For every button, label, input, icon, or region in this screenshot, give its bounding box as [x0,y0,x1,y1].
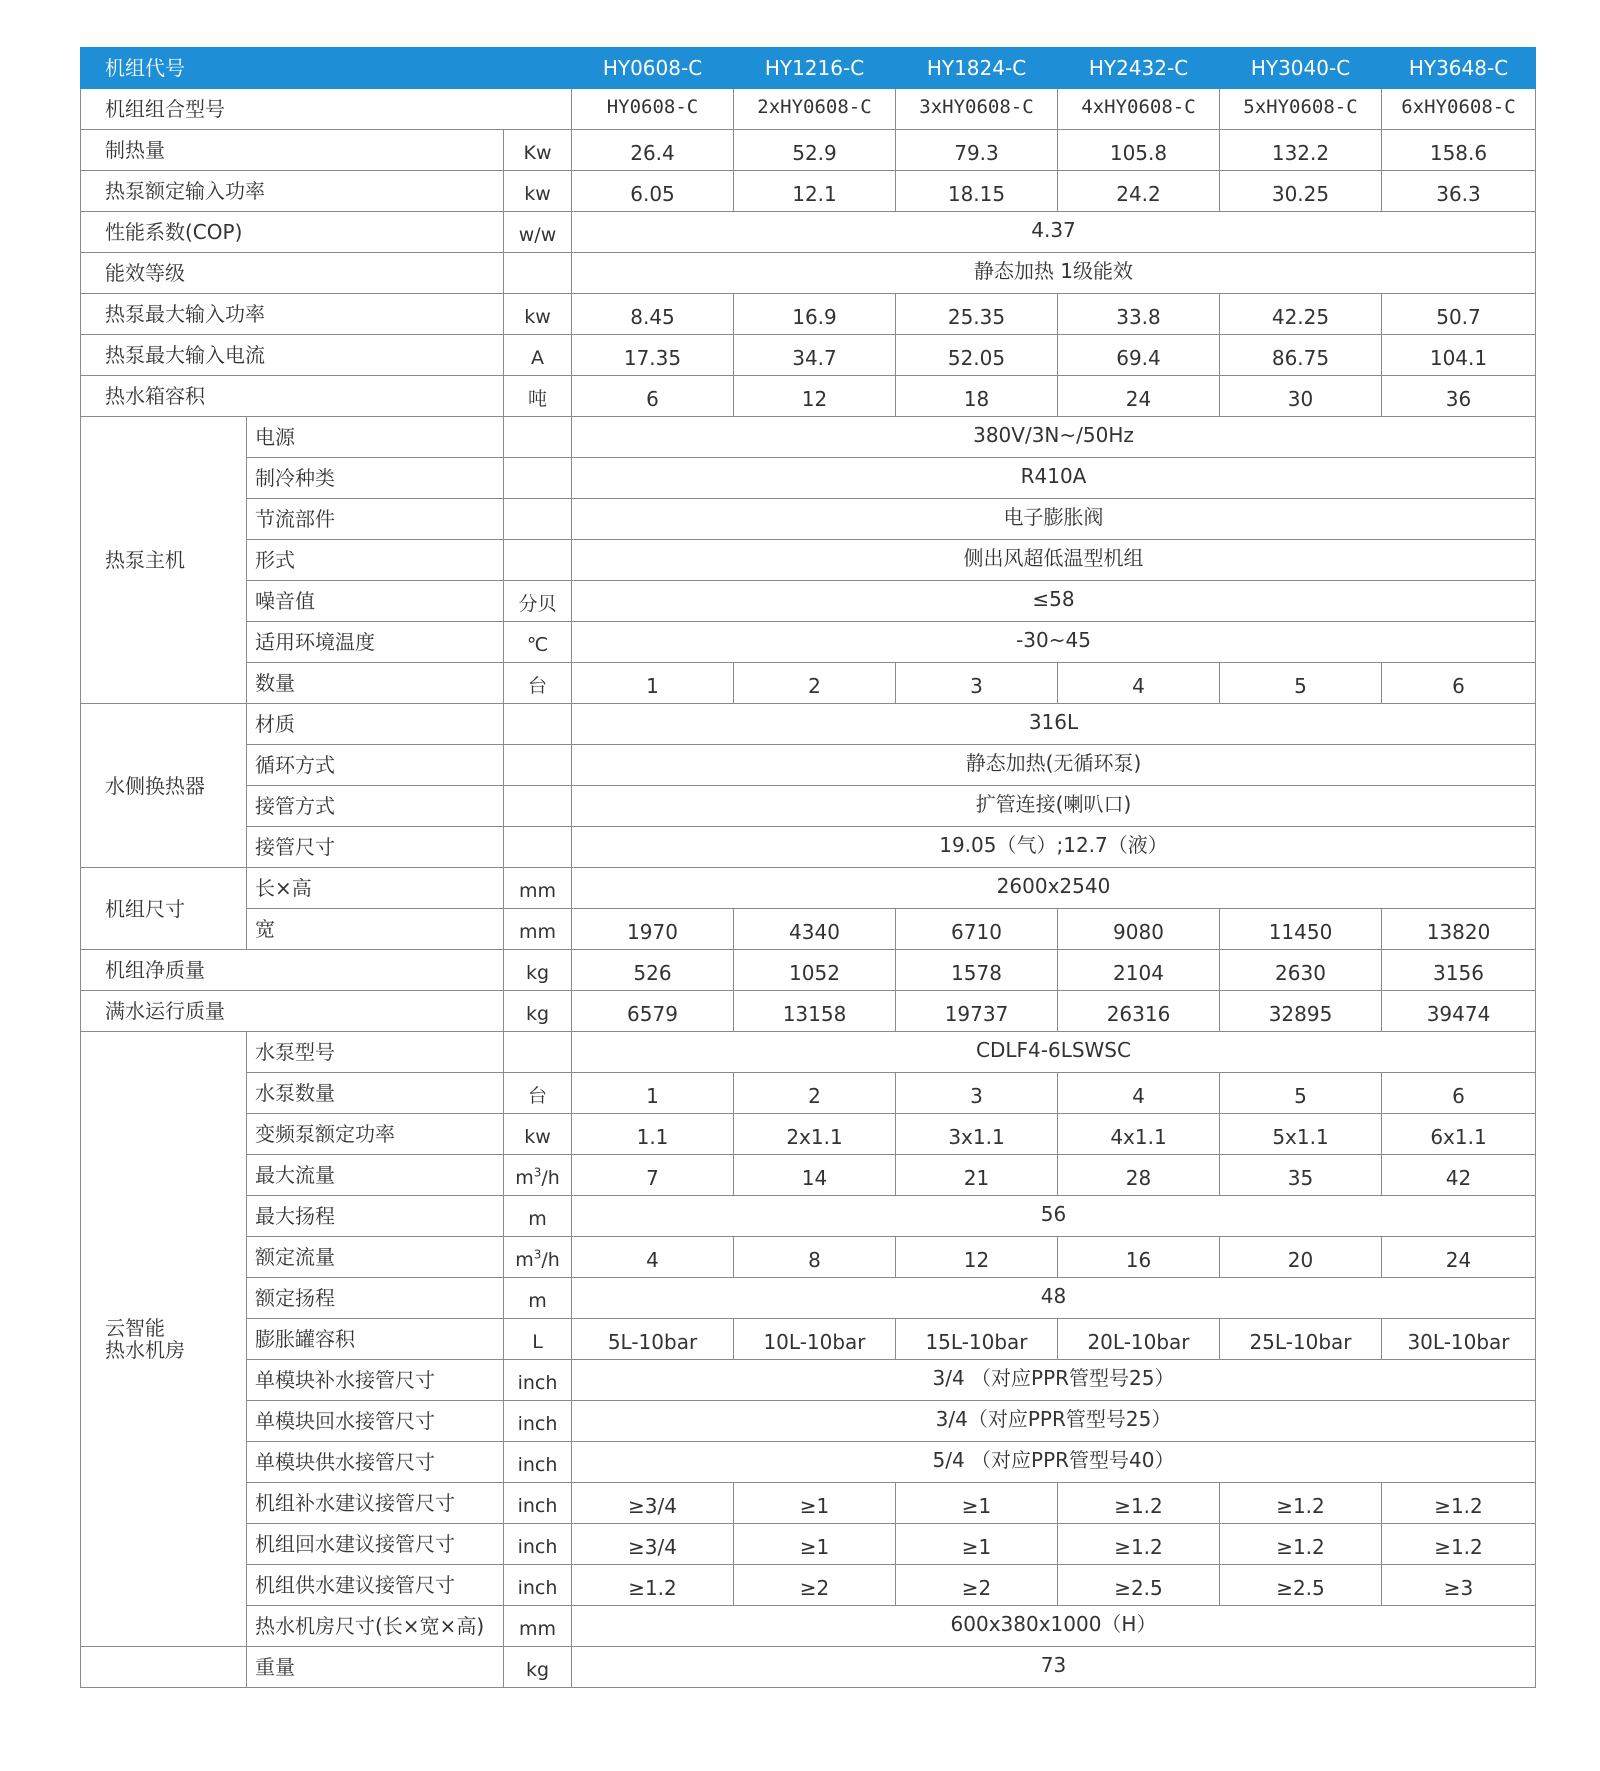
header-label: 机组代号 [81,48,572,89]
value-cell: 9080 [1058,909,1220,950]
spec-row [81,1442,1536,1483]
spec-row [81,1606,1536,1647]
spec-row [81,1360,1536,1401]
value-cell: 69.4 [1058,335,1220,376]
spec-row [81,1401,1536,1442]
value-cell: 25.35 [896,294,1058,335]
value-cell: 6 [1382,1073,1536,1114]
row-label: 机组补水建议接管尺寸 [247,1483,504,1524]
row-label: 热水箱容积 [81,376,504,417]
category-cell [81,868,247,950]
row-label: 单模块供水接管尺寸 [247,1442,504,1483]
model-combo-cell: 5xHY0608-C [1220,89,1382,130]
value-cell: 18 [896,376,1058,417]
unit-cell: 分贝 [504,581,572,622]
unit-cell: m [504,1196,572,1237]
value-cell: 5L-10bar [572,1319,734,1360]
merged-value-cell: 静态加热(无循环泵) [572,745,1536,786]
value-cell: 79.3 [896,130,1058,171]
row-label: 额定扬程 [247,1278,504,1319]
row-label: 性能系数(COP) [81,212,504,253]
spec-row [81,376,1536,417]
row-label: 机组供水建议接管尺寸 [247,1565,504,1606]
spec-row [81,1483,1536,1524]
value-cell: 17.35 [572,335,734,376]
value-cell: ≥1 [896,1524,1058,1565]
merged-value-cell: ≤58 [572,581,1536,622]
value-cell: 4340 [734,909,896,950]
value-cell: 16 [1058,1237,1220,1278]
value-cell: 42 [1382,1155,1536,1196]
model-code-cell: HY2432-C [1058,48,1220,89]
row-label: 膨胀罐容积 [247,1319,504,1360]
value-cell: 3x1.1 [896,1114,1058,1155]
row-label: 热水机房尺寸(长×宽×高) [247,1606,504,1647]
value-cell: ≥3 [1382,1565,1536,1606]
unit-cell [504,417,572,458]
row-label: 电源 [247,417,504,458]
merged-value-cell: 48 [572,1278,1536,1319]
value-cell: 30.25 [1220,171,1382,212]
spec-table-body [81,48,1536,1688]
row-label: 热泵最大输入功率 [81,294,504,335]
value-cell: 2 [734,1073,896,1114]
value-cell: ≥1 [734,1483,896,1524]
spec-row [81,1237,1536,1278]
spec-row [81,171,1536,212]
value-cell: 4 [1058,663,1220,704]
value-cell: 50.7 [1382,294,1536,335]
unit-cell: mm [504,868,572,909]
value-cell: 2104 [1058,950,1220,991]
value-cell: ≥3/4 [572,1483,734,1524]
value-cell: 12 [734,376,896,417]
row-label: 热泵最大输入电流 [81,335,504,376]
value-cell: 12 [896,1237,1058,1278]
spec-row [81,1073,1536,1114]
value-cell: ≥1 [896,1483,1058,1524]
value-cell: 25L-10bar [1220,1319,1382,1360]
value-cell: ≥1.2 [1382,1524,1536,1565]
value-cell: 5x1.1 [1220,1114,1382,1155]
value-cell: ≥2.5 [1058,1565,1220,1606]
unit-cell [504,745,572,786]
spec-row [81,663,1536,704]
merged-value-cell: 5/4 （对应PPR管型号40） [572,1442,1536,1483]
value-cell: 26316 [1058,991,1220,1032]
unit-cell: A [504,335,572,376]
spec-row [81,909,1536,950]
value-cell: ≥2 [734,1565,896,1606]
category-label: 水侧换热器 [105,773,205,798]
unit-cell: inch [504,1401,572,1442]
value-cell: 6x1.1 [1382,1114,1536,1155]
value-cell: ≥1.2 [1058,1524,1220,1565]
model-combo-cell: 2xHY0608-C [734,89,896,130]
unit-cell: 吨 [504,376,572,417]
value-cell: 2x1.1 [734,1114,896,1155]
value-cell: 132.2 [1220,130,1382,171]
spec-row [81,1565,1536,1606]
row-label: 宽 [247,909,504,950]
category-label: 云智能 [105,1316,165,1340]
value-cell: 24 [1058,376,1220,417]
value-cell: 1 [572,663,734,704]
value-cell: 24.2 [1058,171,1220,212]
row-label: 数量 [247,663,504,704]
row-label: 额定流量 [247,1237,504,1278]
value-cell: 21 [896,1155,1058,1196]
merged-value-cell: 静态加热 1级能效 [572,253,1536,294]
value-cell: 1052 [734,950,896,991]
merged-value-cell: 19.05（气）;12.7（液） [572,827,1536,868]
model-row [81,89,1536,130]
category-label: 机组尺寸 [105,896,185,921]
value-cell: ≥2.5 [1220,1565,1382,1606]
value-cell: 526 [572,950,734,991]
value-cell: 30L-10bar [1382,1319,1536,1360]
merged-value-cell: 380V/3N~/50Hz [572,417,1536,458]
spec-row [81,827,1536,868]
row-label: 变频泵额定功率 [247,1114,504,1155]
unit-cell: kw [504,1114,572,1155]
value-cell: 86.75 [1220,335,1382,376]
unit-cell [504,704,572,745]
row-label: 长×高 [247,868,504,909]
value-cell: 12.1 [734,171,896,212]
model-combo-cell: 4xHY0608-C [1058,89,1220,130]
spec-row [81,335,1536,376]
unit-cell: kg [504,991,572,1032]
row-label: 接管方式 [247,786,504,827]
row-label: 机组净质量 [81,950,504,991]
row-label: 单模块补水接管尺寸 [247,1360,504,1401]
spec-row [81,622,1536,663]
value-cell: 2 [734,663,896,704]
value-cell: 42.25 [1220,294,1382,335]
value-cell: 2630 [1220,950,1382,991]
row-label: 最大扬程 [247,1196,504,1237]
value-cell: 13158 [734,991,896,1032]
merged-value-cell: 3/4（对应PPR管型号25） [572,1401,1536,1442]
unit-cell: kg [504,950,572,991]
value-cell: 6 [572,376,734,417]
model-code-cell: HY3648-C [1382,48,1536,89]
merged-value-cell: 56 [572,1196,1536,1237]
unit-cell: 台 [504,1073,572,1114]
merged-value-cell: 4.37 [572,212,1536,253]
unit-cell: inch [504,1483,572,1524]
unit-cell: 台 [504,663,572,704]
unit-cell: $m^3/h$ [504,1155,572,1196]
unit-cell: m [504,1278,572,1319]
unit-cell: mm [504,909,572,950]
value-cell: ≥1 [734,1524,896,1565]
unit-cell: w/w [504,212,572,253]
value-cell: ≥3/4 [572,1524,734,1565]
category-label: 热水机房 [105,1338,185,1362]
unit-cell [504,499,572,540]
merged-value-cell: 3/4 （对应PPR管型号25） [572,1360,1536,1401]
value-cell: 4 [572,1237,734,1278]
value-cell: 1970 [572,909,734,950]
unit-cell: inch [504,1524,572,1565]
row-label: 热泵额定输入功率 [81,171,504,212]
model-code-cell: HY0608-C [572,48,734,89]
unit-cell: inch [504,1565,572,1606]
unit-cell [504,827,572,868]
value-cell: 3 [896,1073,1058,1114]
value-cell: 3156 [1382,950,1536,991]
value-cell: 7 [572,1155,734,1196]
value-cell: 104.1 [1382,335,1536,376]
value-cell: 24 [1382,1237,1536,1278]
unit-cell [504,1032,572,1073]
spec-row [81,130,1536,171]
value-cell: 5 [1220,1073,1382,1114]
value-cell: 39474 [1382,991,1536,1032]
spec-row [81,745,1536,786]
spec-row [81,540,1536,581]
spec-row [81,950,1536,991]
value-cell: 1 [572,1073,734,1114]
value-cell: 15L-10bar [896,1319,1058,1360]
row-label: 单模块回水接管尺寸 [247,1401,504,1442]
value-cell: 6710 [896,909,1058,950]
merged-value-cell: 2600x2540 [572,868,1536,909]
value-cell: ≥1.2 [1058,1483,1220,1524]
value-cell: 105.8 [1058,130,1220,171]
spec-row [81,1155,1536,1196]
value-cell: 13820 [1382,909,1536,950]
value-cell: 36 [1382,376,1536,417]
merged-value-cell: 73 [572,1647,1536,1688]
header-row [81,48,1536,89]
row-label: 水泵数量 [247,1073,504,1114]
row-label: 形式 [247,540,504,581]
merged-value-cell: 扩管连接(喇叭口) [572,786,1536,827]
category-cell [81,704,247,868]
unit-cell: $m^3/h$ [504,1237,572,1278]
value-cell: 1578 [896,950,1058,991]
value-cell: 1.1 [572,1114,734,1155]
empty-category-cell [81,1647,247,1688]
value-cell: 18.15 [896,171,1058,212]
value-cell: 36.3 [1382,171,1536,212]
spec-row [81,1278,1536,1319]
row-label: 节流部件 [247,499,504,540]
unit-cell: kg [504,1647,572,1688]
unit-cell [504,786,572,827]
row-label: 适用环境温度 [247,622,504,663]
value-cell: 4x1.1 [1058,1114,1220,1155]
unit-cell: Kw [504,130,572,171]
row-label: 材质 [247,704,504,745]
merged-value-cell: 316L [572,704,1536,745]
row-label: 能效等级 [81,253,504,294]
value-cell: ≥1.2 [1220,1483,1382,1524]
spec-row [81,991,1536,1032]
value-cell: 20L-10bar [1058,1319,1220,1360]
spec-row [81,294,1536,335]
value-cell: 26.4 [572,130,734,171]
spec-table [80,47,1536,1688]
row-label: 循环方式 [247,745,504,786]
value-cell: 6 [1382,663,1536,704]
value-cell: 19737 [896,991,1058,1032]
model-combo-cell: 6xHY0608-C [1382,89,1536,130]
value-cell: 8.45 [572,294,734,335]
value-cell: ≥2 [896,1565,1058,1606]
merged-value-cell: 600x380x1000（H） [572,1606,1536,1647]
value-cell: 32895 [1220,991,1382,1032]
value-cell: ≥1.2 [572,1565,734,1606]
model-combo-cell: HY0608-C [572,89,734,130]
row-label: 重量 [247,1647,504,1688]
value-cell: 10L-10bar [734,1319,896,1360]
category-cell [81,1032,247,1647]
unit-cell [504,458,572,499]
value-cell: 4 [1058,1073,1220,1114]
value-cell: 52.05 [896,335,1058,376]
spec-row [81,1524,1536,1565]
unit-cell: kw [504,294,572,335]
value-cell: 33.8 [1058,294,1220,335]
row-label: 满水运行质量 [81,991,504,1032]
unit-cell [504,540,572,581]
value-cell: 16.9 [734,294,896,335]
merged-value-cell: R410A [572,458,1536,499]
row-label: 制冷种类 [247,458,504,499]
model-code-cell: HY3040-C [1220,48,1382,89]
merged-value-cell: CDLF4-6LSWSC [572,1032,1536,1073]
value-cell: 6579 [572,991,734,1032]
row-label: 水泵型号 [247,1032,504,1073]
spec-row [81,1319,1536,1360]
category-cell [81,417,247,704]
value-cell: 11450 [1220,909,1382,950]
unit-cell: kw [504,171,572,212]
row-label: 机组回水建议接管尺寸 [247,1524,504,1565]
value-cell: 5 [1220,663,1382,704]
value-cell: 28 [1058,1155,1220,1196]
unit-cell [504,253,572,294]
spec-row [81,417,1536,458]
spec-row [81,253,1536,294]
spec-row [81,786,1536,827]
unit-cell: mm [504,1606,572,1647]
unit-cell: L [504,1319,572,1360]
value-cell: 52.9 [734,130,896,171]
category-label: 热泵主机 [105,548,185,572]
spec-row [81,704,1536,745]
spec-row [81,212,1536,253]
value-cell: 3 [896,663,1058,704]
weight-row [81,1647,1536,1688]
row-label: 制热量 [81,130,504,171]
row-label: 接管尺寸 [247,827,504,868]
row-label: 机组组合型号 [81,89,572,130]
value-cell: 8 [734,1237,896,1278]
unit-cell: ℃ [504,622,572,663]
value-cell: 34.7 [734,335,896,376]
spec-row [81,1032,1536,1073]
spec-row [81,458,1536,499]
value-cell: 14 [734,1155,896,1196]
value-cell: ≥1.2 [1382,1483,1536,1524]
merged-value-cell: -30~45 [572,622,1536,663]
row-label: 噪音值 [247,581,504,622]
unit-cell: inch [504,1360,572,1401]
unit-cell: inch [504,1442,572,1483]
spec-row [81,499,1536,540]
value-cell: 158.6 [1382,130,1536,171]
value-cell: 6.05 [572,171,734,212]
model-code-cell: HY1216-C [734,48,896,89]
model-code-cell: HY1824-C [896,48,1058,89]
model-combo-cell: 3xHY0608-C [896,89,1058,130]
spec-row [81,1196,1536,1237]
value-cell: ≥1.2 [1220,1524,1382,1565]
merged-value-cell: 电子膨胀阀 [572,499,1536,540]
value-cell: 30 [1220,376,1382,417]
merged-value-cell: 侧出风超低温型机组 [572,540,1536,581]
value-cell: 20 [1220,1237,1382,1278]
spec-row [81,1114,1536,1155]
row-label: 最大流量 [247,1155,504,1196]
spec-row [81,581,1536,622]
value-cell: 35 [1220,1155,1382,1196]
spec-row [81,868,1536,909]
